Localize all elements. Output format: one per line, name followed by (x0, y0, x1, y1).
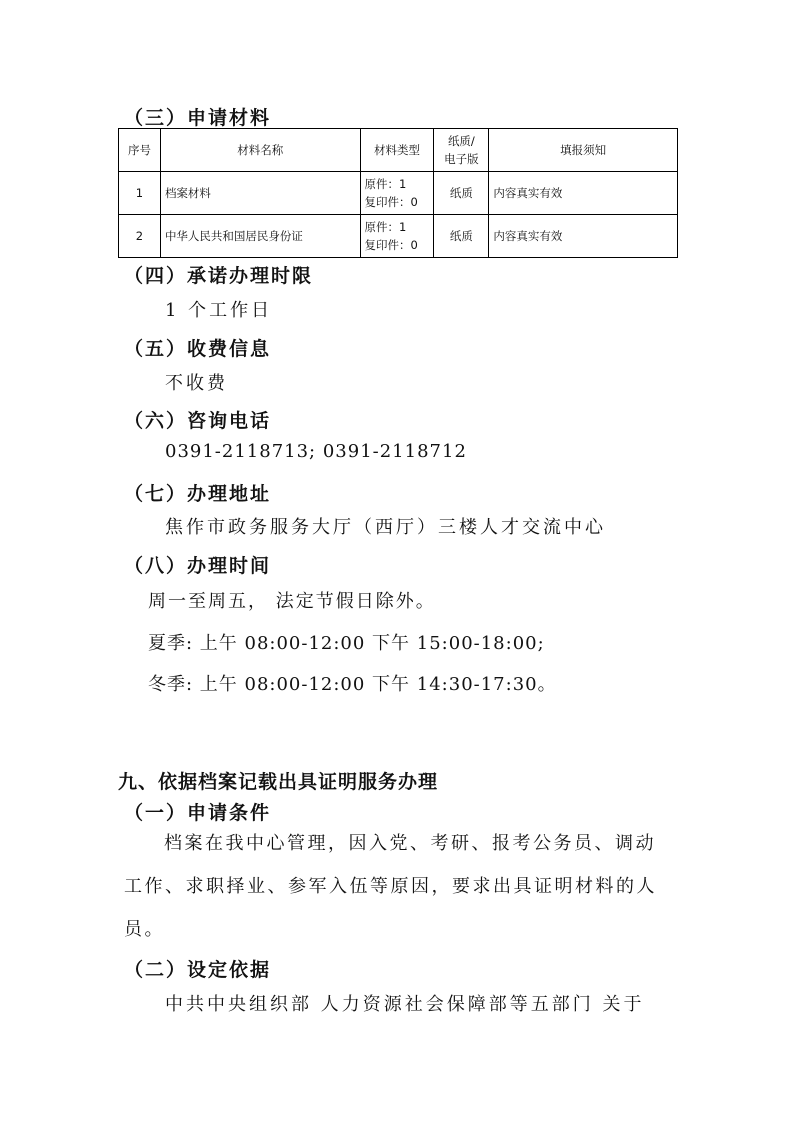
table-header-row (119, 129, 678, 172)
time-limit-text: 1 个工作日 (165, 300, 273, 321)
section-heading-certificate-service: 九、依据档案记载出具证明服务办理 (118, 771, 439, 793)
row-note: 内容真实有效 (489, 172, 678, 215)
col-header-note: 填报须知 (489, 129, 678, 172)
row-paper: 纸质 (434, 215, 489, 258)
col-header-type: 材料类型 (360, 129, 434, 172)
conditions-text: 档案在我中心管理，因入党、考研、报考公务员、调动工作、求职择业、参军入伍等原因，要求出具证明材料的人员。 (124, 833, 657, 940)
address-text: 焦作市政务服务大厅（西厅）三楼人才交流中心 (165, 517, 606, 538)
row-name: 档案材料 (160, 172, 360, 215)
phone-text: 0391-2118713; 0391-2118712 (165, 441, 467, 462)
col-header-name: 材料名称 (160, 129, 360, 172)
col-header-paper: 纸质/ 电子版 (434, 129, 489, 172)
hours-weekdays: 周一至周五， 法定节假日除外。 (148, 591, 436, 612)
materials-table (118, 128, 678, 258)
hours-winter: 冬季: 上午 08:00-12:00 下午 14:30-17:30。 (148, 674, 557, 695)
section-heading-address: （七）办理地址 (124, 483, 272, 505)
table-row (119, 215, 678, 258)
section-heading-fee: （五）收费信息 (124, 338, 272, 360)
basis-text: 中共中央组织部 人力资源社会保障部等五部门 关于 (165, 994, 645, 1015)
section-heading-phone: （六）咨询电话 (124, 410, 272, 432)
section-heading-materials: （三）申请材料 (124, 107, 272, 129)
section-heading-conditions: （一）申请条件 (124, 802, 272, 824)
row-no: 2 (119, 215, 161, 258)
fee-text: 不收费 (165, 373, 228, 394)
row-paper: 纸质 (434, 172, 489, 215)
table-row (119, 172, 678, 215)
row-type: 原件：1 复印件：0 (360, 172, 434, 215)
section-heading-time-limit: （四）承诺办理时限 (124, 265, 314, 287)
row-name: 中华人民共和国居民身份证 (160, 215, 360, 258)
section-heading-basis: （二）设定依据 (124, 959, 272, 981)
col-header-no: 序号 (119, 129, 161, 172)
row-note: 内容真实有效 (489, 215, 678, 258)
section-heading-hours: （八）办理时间 (124, 555, 272, 577)
row-no: 1 (119, 172, 161, 215)
hours-summer: 夏季: 上午 08:00-12:00 下午 15:00-18:00; (148, 633, 545, 654)
row-type: 原件：1 复印件：0 (360, 215, 434, 258)
